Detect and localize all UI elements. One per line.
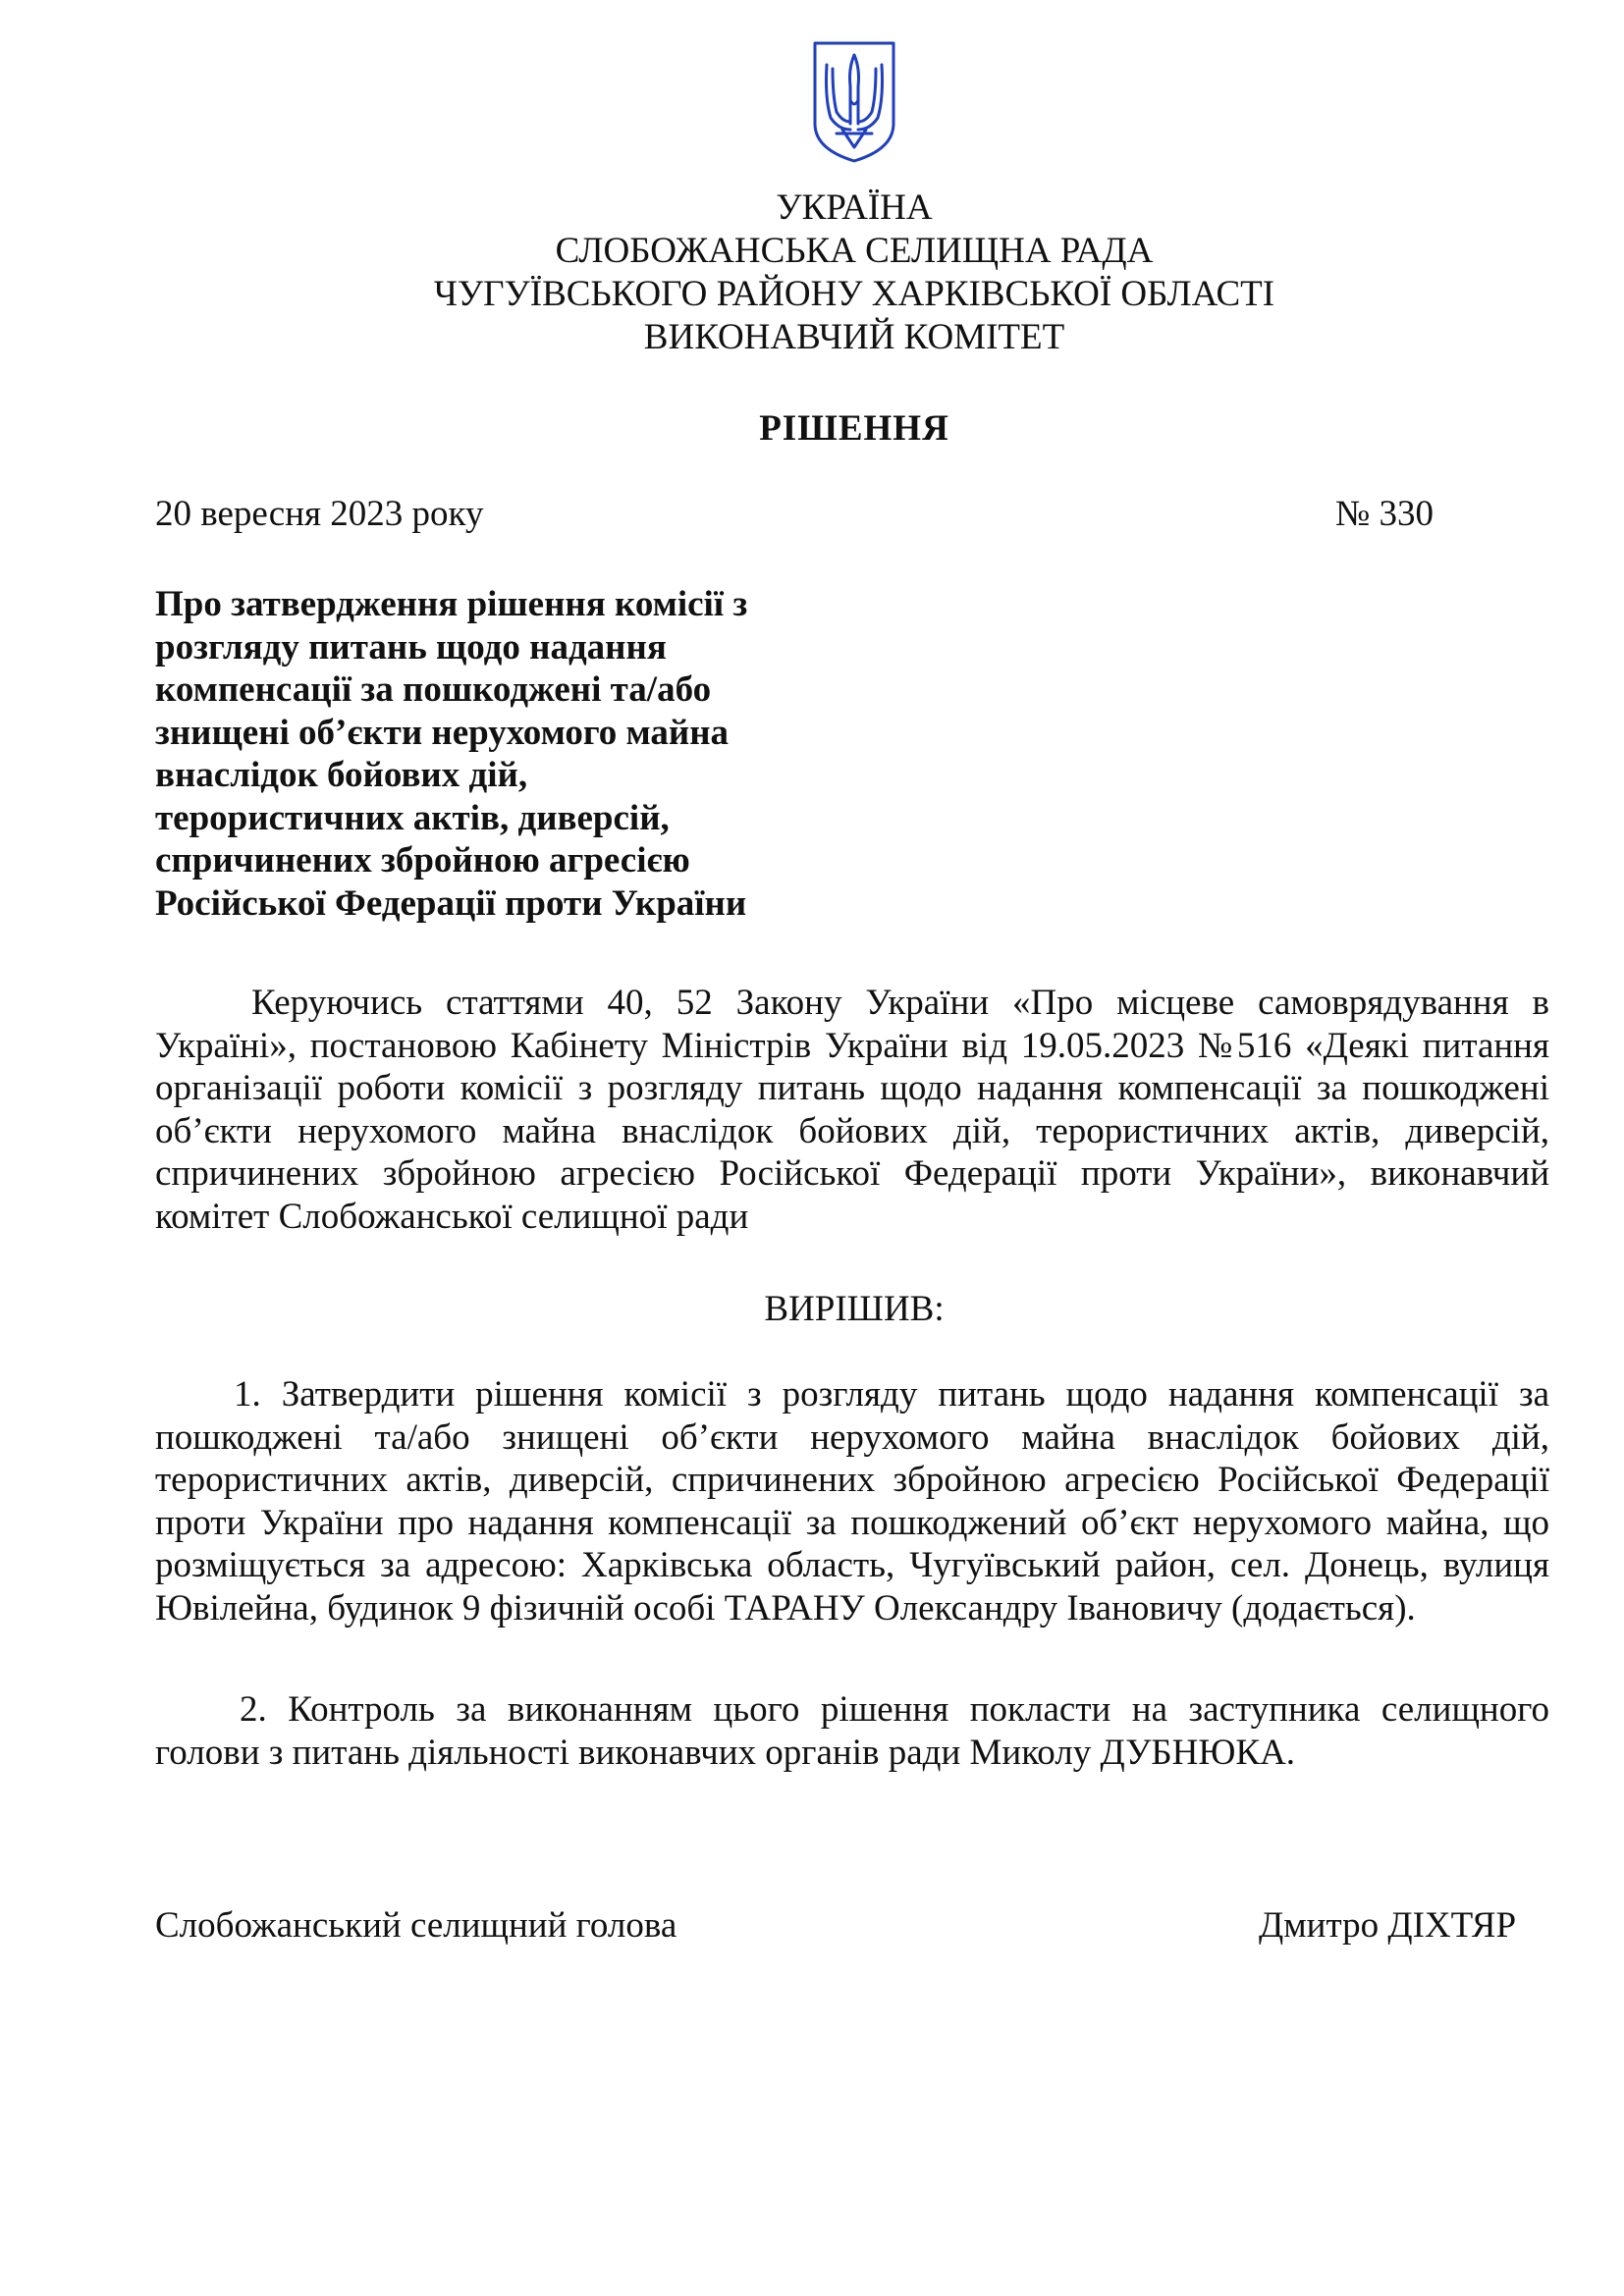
- subject-line: розгляду питань щодо надання: [155, 626, 667, 667]
- decision-number: № 330: [1335, 494, 1435, 534]
- subject-line: терористичних актів, диверсій,: [155, 797, 670, 838]
- decided-heading: ВИРІШИВ:: [764, 1289, 945, 1329]
- signatory-position: Слобожанський селищний голова: [155, 1905, 677, 1946]
- subject-line: внаслідок бойових дій,: [155, 755, 528, 795]
- subject-line: спричинених збройною агресією: [155, 840, 690, 881]
- decision-subject: [155, 583, 842, 925]
- subject-line: Російської Федерації проти України: [155, 882, 747, 924]
- subject-line: знищені об’єкти нерухомого майна: [155, 712, 730, 753]
- document-title: РІШЕННЯ: [759, 408, 949, 449]
- decision-item-1: 1. Затвердити рішення комісії з розгляду питань щодо надання компенсації за пошкоджені та/або знищені об’єкти нерухомого майна внаслідок бойових дій, терористичних актів, диверсій, спричинених збройною агресією Російської Федерації проти України про надання компенсації за пошкоджений об’єкт нерухомого майна, що розміщується за адресою: Харківська область, Чугуївський район, сел. Донець, вулиця Ювілейна, будинок 9 фізичній особі ТАРАНУ Олександру Івановичу (додається).: [155, 1374, 1549, 1629]
- document-header: [0, 187, 1624, 359]
- header-committee: ВИКОНАВЧИЙ КОМІТЕТ: [643, 317, 1065, 357]
- intro-paragraph: Керуючись статтями 40, 52 Закону України «Про місцеве самоврядування в Україні», постановою Кабінету Міністрів України від 19.05.2023 №516 «Деякі питання організації роботи комісії з розгляду питань щодо надання компенсації за пошкоджені об’єкти нерухомого майна внаслідок бойових дій, терористичних актів, диверсій, спричинених збройною агресією Російської Федерації проти України», виконавчий комітет Слобожанської селищної ради: [155, 983, 1549, 1237]
- decision-date: 20 вересня 2023 року: [155, 494, 484, 534]
- ukraine-trident-emblem-icon: [811, 39, 897, 165]
- decision-item-2: 2. Контроль за виконанням цього рішення покласти на заступника селищного голови з питань діяльності виконавчих органів ради Миколу ДУБНЮКА.: [155, 1689, 1549, 1773]
- subject-line: Про затвердження рішення комісії з: [155, 584, 748, 624]
- subject-line: компенсації за пошкоджені та/або: [155, 669, 712, 710]
- header-country: УКРАЇНА: [776, 187, 933, 228]
- signatory-name: Дмитро ДІХТЯР: [1259, 1905, 1517, 1946]
- header-district: ЧУГУЇВСЬКОГО РАЙОНУ ХАРКІВСЬКОЇ ОБЛАСТІ: [433, 274, 1275, 314]
- header-council: СЛОБОЖАНСЬКА СЕЛИЩНА РАДА: [555, 231, 1154, 271]
